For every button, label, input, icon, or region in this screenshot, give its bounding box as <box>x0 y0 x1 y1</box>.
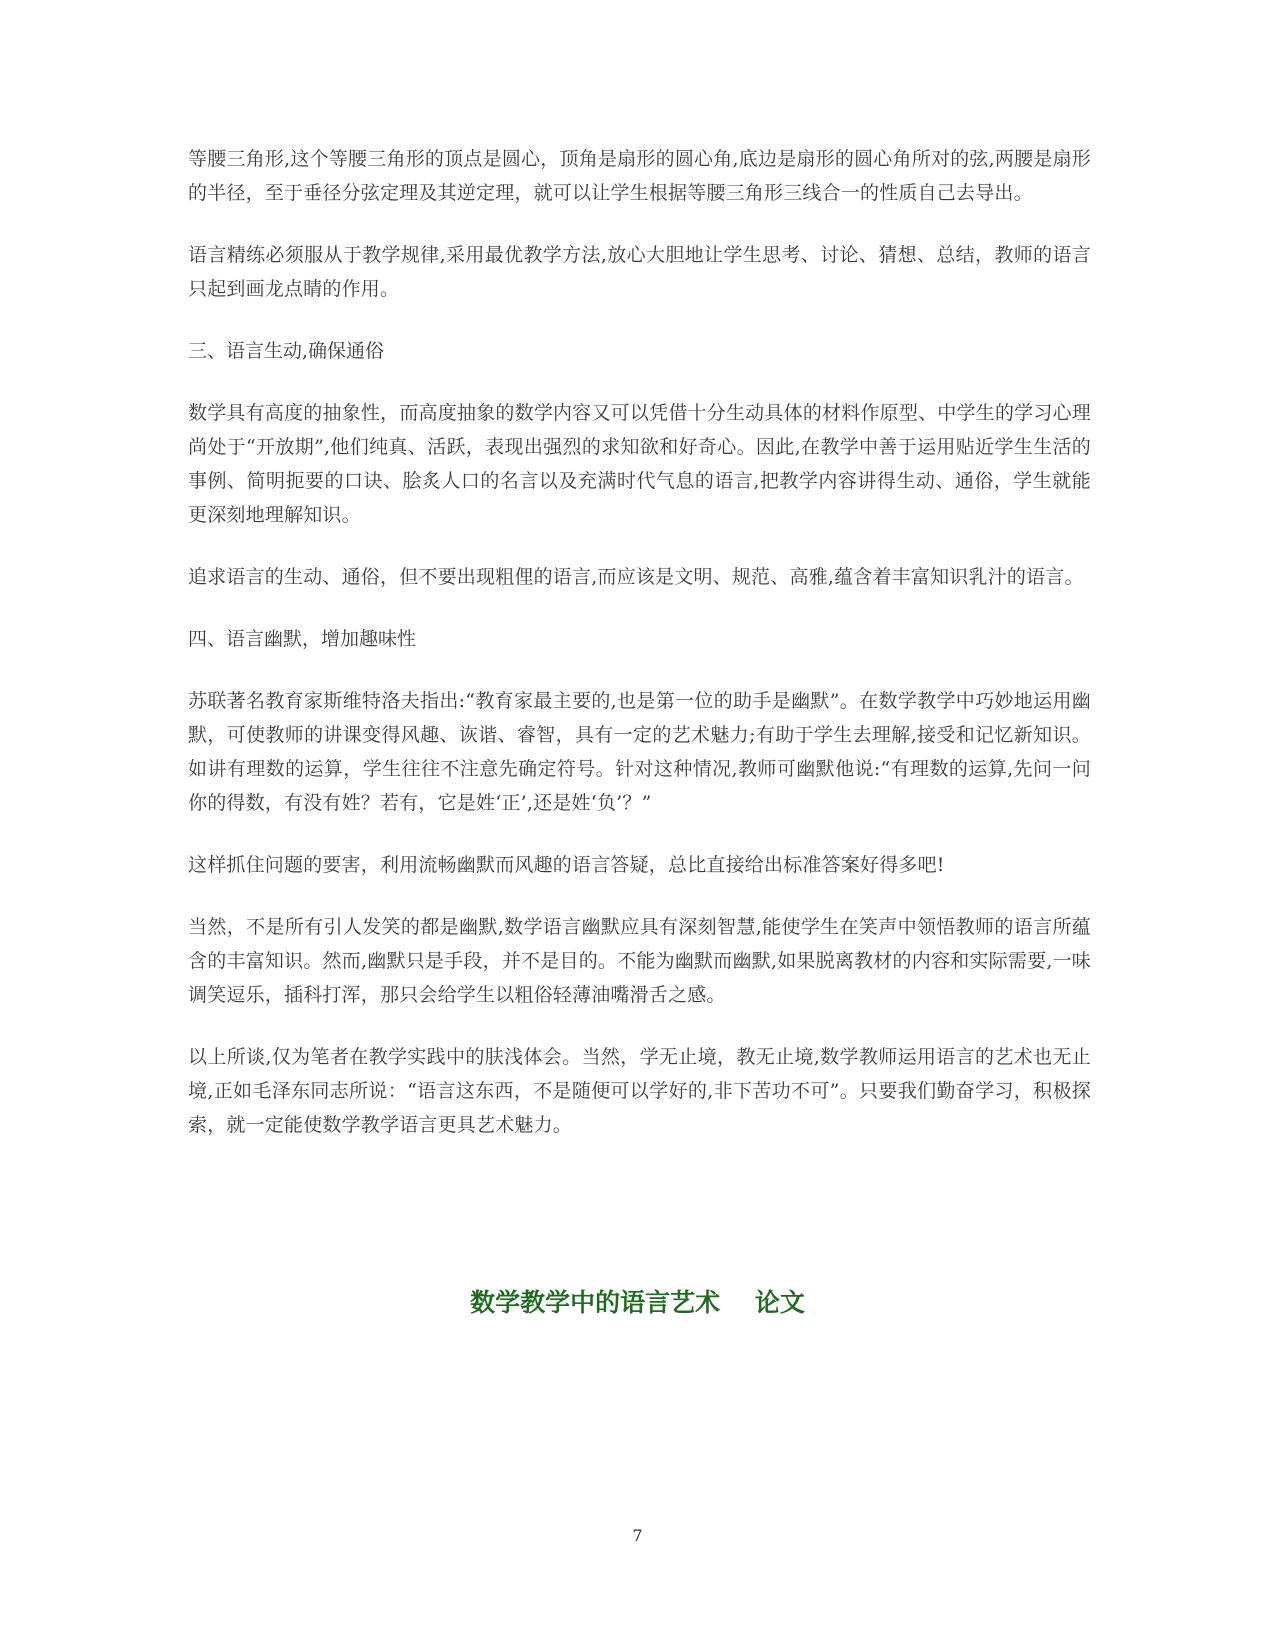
paragraph-humor-caution: 当然，不是所有引人发笑的都是幽默,数学语言幽默应具有深刻智慧,能使学生在笑声中领悟教师的语言所蕴含的丰富知识。然而,幽默只是手段，并不是目的。不能为幽默而幽默,如果脱离教材的内容和实际需要,一味调笑逗乐，插科打浑，那只会给学生以粗俗轻薄油嘴滑舌之感。 <box>188 916 1091 1006</box>
article-body <box>188 142 1091 1170</box>
paragraph-concise-language: 语言精练必须服从于教学规律,采用最优教学方法,放心大胆地让学生思考、讨论、猜想、总结，教师的语言只起到画龙点睛的作用。 <box>188 244 1091 300</box>
paragraph-sector-triangle: 等腰三角形,这个等腰三角形的顶点是圆心，顶角是扇形的圆心角,底边是扇形的圆心角所对的弦,两腰是扇形的半径，至于垂径分弦定理及其逆定理，就可以让学生根据等腰三角形三线合一的性质自己去导出。 <box>188 148 1091 204</box>
paragraph-humor-quote: 苏联著名教育家斯维特洛夫指出:“教育家最主要的,也是第一位的助手是幽默”。在数学教学中巧妙地运用幽默，可使教师的讲课变得风趣、诙谐、睿智，具有一定的艺术魅力;有助于学生去理解,接受和记忆新知识。如讲有理数的运算，学生往往不注意先确定符号。针对这种情况,教师可幽默他说:“有理数的运算,先问一问你的得数，有没有姓？若有，它是姓‘正’,还是姓‘负’？” <box>188 690 1091 814</box>
paragraph-abstraction: 数学具有高度的抽象性，而高度抽象的数学内容又可以凭借十分生动具体的材料作原型、中学生的学习心理尚处于“开放期”,他们纯真、活跃，表现出强烈的求知欲和好奇心。因此,在教学中善于运用贴近学生生活的事例、简明扼要的口诀、脍炙人口的名言以及充满时代气息的语言,把教学内容讲得生动、通俗，学生就能更深刻地理解知识。 <box>188 402 1091 526</box>
section-heading-vivid-language: 三、语言生动,确保通俗 <box>188 340 385 362</box>
paragraph-vivid-not-vulgar: 追求语言的生动、通俗，但不要出现粗俚的语言,而应该是文明、规范、高雅,蕴含着丰富知识乳汁的语言。 <box>188 566 1084 588</box>
page-number: 7 <box>632 1526 643 1545</box>
section-heading-humor: 四、语言幽默，增加趣味性 <box>188 628 417 650</box>
paragraph-conclusion: 以上所谈,仅为笔者在教学实践中的肤浅体会。当然，学无止境，教无止境,数学教师运用语言的艺术也无止境,正如毛泽东同志所说：“语言这东西，不是随便可以学好的,非下苦功不可”。只要我们勤奋学习，积极探索，就一定能使数学教学语言更具艺术魅力。 <box>188 1046 1091 1136</box>
document-title: 数学教学中的语言艺术 论文 <box>470 1288 805 1317</box>
paragraph-grasp-problem: 这样抓住问题的要害，利用流畅幽默而风趣的语言答疑，总比直接给出标准答案好得多吧! <box>188 854 945 876</box>
